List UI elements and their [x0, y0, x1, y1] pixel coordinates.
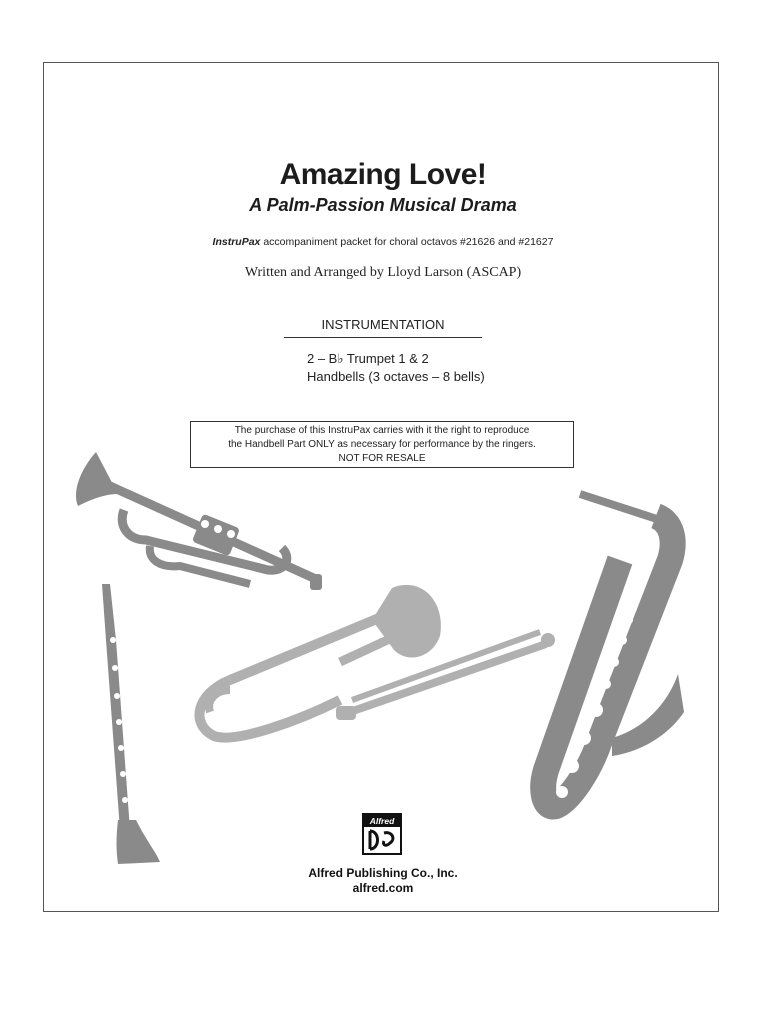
packet-text: accompaniment packet for choral octavos #21626 and #21627: [260, 236, 554, 248]
instrumentation-heading: INSTRUMENTATION: [284, 317, 482, 338]
instrument-item: Handbells (3 octaves – 8 bells): [307, 369, 485, 384]
logo-emblem-icon: [364, 827, 400, 853]
notice-line: the Handbell Part ONLY as necessary for performance by the ringers.: [228, 439, 536, 450]
publisher-name: Alfred Publishing Co., Inc.: [308, 866, 458, 880]
publisher-info: [0, 866, 766, 896]
logo-label: Alfred: [364, 815, 400, 827]
clarinet-icon: [102, 584, 160, 864]
notice-line: The purchase of this InstruPax carries with it the right to reproduce: [234, 425, 530, 436]
saxophone-icon: [543, 494, 684, 807]
page-subtitle: A Palm-Passion Musical Drama: [249, 195, 517, 215]
publisher-url: alfred.com: [352, 881, 414, 895]
trombone-icon: [199, 585, 555, 738]
instrument-item: 2 – B♭ Trumpet 1 & 2: [307, 351, 429, 366]
page-title: Amazing Love!: [279, 158, 487, 191]
alfred-logo: [362, 813, 402, 855]
packet-brand: InstruPax: [212, 236, 261, 248]
composer-credit: Written and Arranged by Lloyd Larson (ASCAP): [244, 265, 522, 280]
notice-line: NOT FOR RESALE: [338, 453, 426, 464]
trumpet-icon: [76, 452, 322, 590]
